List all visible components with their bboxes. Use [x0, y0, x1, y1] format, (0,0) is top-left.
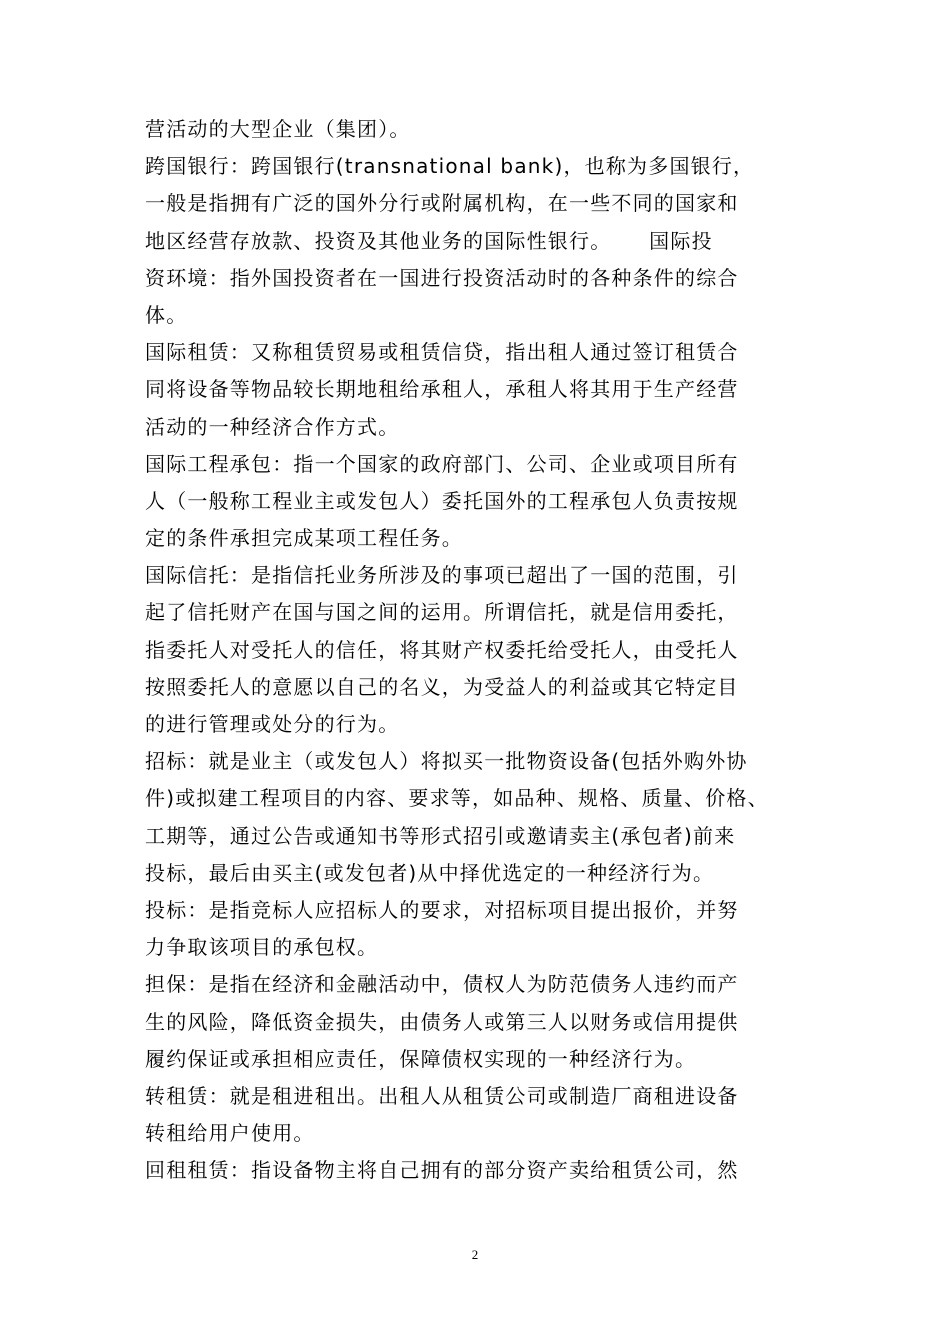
text-line: 投标：是指竞标人应招标人的要求，对招标项目提出报价，并努 — [145, 897, 739, 922]
text-line: 招标：就是业主（或发包人）将拟买一批物资设备(包括外购外协 — [145, 749, 748, 774]
text-line: 生的风险，降低资金损失，由债务人或第三人以财务或信用提供 — [145, 1009, 739, 1034]
text-line: 转租赁：就是租进租出。出租人从租赁公司或制造厂商租进设备 — [145, 1083, 739, 1108]
text-line: 一般是指拥有广泛的国外分行或附属机构，在一些不同的国家和 — [145, 191, 739, 216]
text-line: 转租给用户使用。 — [145, 1121, 315, 1146]
text-line: 履约保证或承担相应责任，保障债权实现的一种经济行为。 — [145, 1046, 697, 1071]
text-line: 资环境：指外国投资者在一国进行投资活动时的各种条件的综合 — [145, 265, 739, 290]
text-line: 投标，最后由买主(或发包者)从中择优选定的一种经济行为。 — [145, 860, 715, 885]
text-line: 地区经营存放款、投资及其他业务的国际性银行。 国际投 — [145, 228, 713, 253]
text-line: 指委托人对受托人的信任，将其财产权委托给受托人，由受托人 — [145, 637, 739, 662]
text-line: 的进行管理或处分的行为。 — [145, 712, 400, 736]
text-line: 营活动的大型企业（集团）。 — [145, 117, 411, 141]
text-line: 起了信托财产在国与国之间的运用。所谓信托，就是信用委托， — [145, 600, 739, 625]
text-line: 定的条件承担完成某项工程任务。 — [145, 526, 463, 551]
text-line: 国际信托：是指信托业务所涉及的事项已超出了一国的范围，引 — [145, 563, 739, 588]
text-line: 跨国银行：跨国银行(transnational bank)，也称为多国银行， — [145, 154, 755, 179]
text-line: 国际租赁：又称租赁贸易或租赁信贷，指出租人通过签订租赁合 — [145, 340, 739, 365]
document-body — [145, 111, 810, 1189]
text-line: 件)或拟建工程项目的内容、要求等，如品种、规格、质量、价格、 — [145, 786, 769, 811]
text-line: 回租租赁：指设备物主将自己拥有的部分资产卖给租赁公司，然 — [145, 1158, 739, 1183]
text-line: 国际工程承包：指一个国家的政府部门、公司、企业或项目所有 — [145, 451, 739, 476]
text-line: 体。 — [145, 302, 188, 327]
text-line: 同将设备等物品较长期地租给承租人，承租人将其用于生产经营 — [145, 377, 739, 402]
text-line: 力争取该项目的承包权。 — [145, 935, 379, 960]
text-line: 活动的一种经济合作方式。 — [145, 414, 400, 439]
text-line: 人（一般称工程业主或发包人）委托国外的工程承包人负责按规 — [145, 488, 739, 513]
text-line: 工期等，通过公告或通知书等形式招引或邀请卖主(承包者)前来 — [145, 823, 736, 848]
page-number: 2 — [471, 1247, 479, 1262]
text-line: 按照委托人的意愿以自己的名义，为受益人的利益或其它特定目 — [145, 674, 739, 699]
text-line: 担保：是指在经济和金融活动中，债权人为防范债务人违约而产 — [145, 972, 739, 997]
